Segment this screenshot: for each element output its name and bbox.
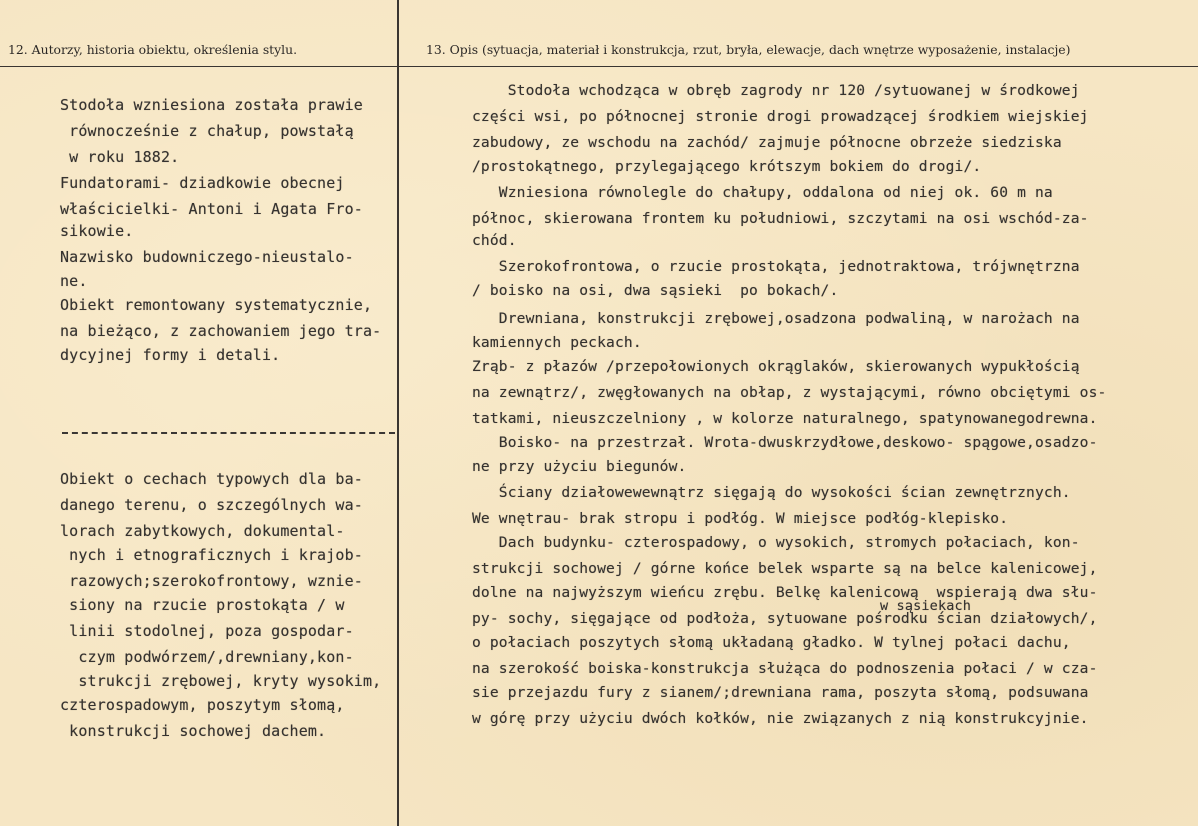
description-line: sie przejazdu fury z sianem/;drewniana rama, poszyta słomą, podsuwana: [472, 684, 1089, 701]
history-line: równocześnie z chałup, powstałą: [60, 122, 354, 140]
style-line: danego terenu, o szczególnych wa-: [60, 496, 363, 514]
description-line: Boisko- na przestrzał. Wrota-dwuskrzydłowe,deskowo- spągowe,osadzo-: [472, 434, 1098, 451]
style-line: nych i etnograficznych i krajob-: [60, 546, 363, 564]
description-line: Stodoła wchodząca w obręb zagrody nr 120 /sytuowanej w środkowej: [472, 82, 1080, 99]
description-line: chód.: [472, 232, 517, 249]
description-line: Dach budynku- czterospadowy, o wysokich, stromych połaciach, kon-: [472, 534, 1080, 551]
description-line: części wsi, po północnej stronie drogi prowadzącej środkiem wiejskiej: [472, 108, 1089, 125]
style-line: razowych;szerokofrontowy, wznie-: [60, 572, 363, 590]
style-line: strukcji zrębowej, kryty wysokim,: [60, 672, 382, 690]
section-13-header: 13. Opis (sytuacja, materiał i konstrukcja, rzut, bryła, elewacje, dach wnętrze wyposażenie, instalacje): [426, 42, 1071, 57]
description-line: północ, skierowana frontem ku południowi, szczytami na osi wschód-za-: [472, 210, 1089, 227]
description-line: o połaciach poszytych słomą układaną gładko. W tylnej połaci dachu,: [472, 634, 1071, 651]
style-line: Obiekt o cechach typowych dla ba-: [60, 470, 363, 488]
section-12-header: 12. Autorzy, historia obiektu, określenia stylu.: [8, 42, 298, 57]
history-line: ne.: [60, 272, 88, 290]
history-line: właścicielki- Antoni i Agata Fro-: [60, 200, 363, 218]
description-line: ne przy użyciu biegunów.: [472, 458, 687, 475]
description-line: kamiennych peckach.: [472, 334, 642, 351]
description-line: py- sochy, sięgające od podłoża, sytuowane pośrodku ścian działowych/,: [472, 610, 1098, 627]
description-line: na szerokość boiska-konstrukcja służąca do podnoszenia połaci / w cza-: [472, 660, 1098, 677]
description-line: / boisko na osi, dwa sąsieki po bokach/.: [472, 282, 839, 299]
description-line: Szerokofrontowa, o rzucie prostokąta, jednotraktowa, trójwnętrzna: [472, 258, 1080, 275]
style-line: czym podwórzem/,drewniany,kon-: [60, 648, 354, 666]
description-line: Wzniesiona równolegle do chałupy, oddalona od niej ok. 60 m na: [472, 184, 1053, 201]
history-line: sikowie.: [60, 222, 134, 240]
description-line: tatkami, nieuszczelniony , w kolorze naturalnego, spatynowanegodrewna.: [472, 410, 1098, 427]
column-divider: [397, 0, 399, 826]
description-line: strukcji sochowej / górne końce belek wsparte są na belce kalenicowej,: [472, 560, 1098, 577]
history-line: na bieżąco, z zachowaniem jego tra-: [60, 322, 382, 340]
history-line: dycyjnej formy i detali.: [60, 346, 281, 364]
description-line: /prostokątnego, przylegającego krótszym bokiem do drogi/.: [472, 158, 982, 175]
description-line: Drewniana, konstrukcji zrębowej,osadzona podwaliną, w narożach na: [472, 310, 1080, 327]
description-line: w górę przy użyciu dwóch kołków, nie związanych z nią konstrukcyjnie.: [472, 710, 1089, 727]
interlinear-note: w sąsiekach: [880, 598, 972, 614]
style-line: linii stodolnej, poza gospodar-: [60, 622, 354, 640]
description-line: dolne na najwyższym wieńcu zrębu. Belkę kalenicową wspierają dwa słu-: [472, 584, 1098, 601]
history-line: Obiekt remontowany systematycznie,: [60, 296, 373, 314]
history-line: Nazwisko budowniczego-nieustalo-: [60, 248, 354, 266]
style-line: konstrukcji sochowej dachem.: [60, 722, 327, 740]
description-line: Ściany działowewewnątrz sięgają do wysokości ścian zewnętrznych.: [472, 484, 1071, 501]
style-line: lorach zabytkowych, dokumental-: [60, 522, 345, 540]
style-line: siony na rzucie prostokąta / w: [60, 596, 345, 614]
header-rule: [0, 66, 1198, 67]
description-line: zabudowy, ze wschodu na zachód/ zajmuje północne obrzeże siedziska: [472, 134, 1062, 151]
history-line: Fundatorami- dziadkowie obecnej: [60, 174, 345, 192]
description-line: We wnętrau- brak stropu i podłóg. W miejsce podłóg-klepisko.: [472, 510, 1009, 527]
history-line: Stodoła wzniesiona została prawie: [60, 96, 363, 114]
description-line: Zrąb- z płazów /przepołowionych okrąglaków, skierowanych wypukłością: [472, 358, 1080, 375]
history-line: w roku 1882.: [60, 148, 180, 166]
description-line: na zewnątrz/, zwęgłowanych na obłap, z wystającymi, równo obciętymi os-: [472, 384, 1107, 401]
style-line: czterospadowym, poszytym słomą,: [60, 696, 345, 714]
section-separator: [62, 432, 395, 434]
